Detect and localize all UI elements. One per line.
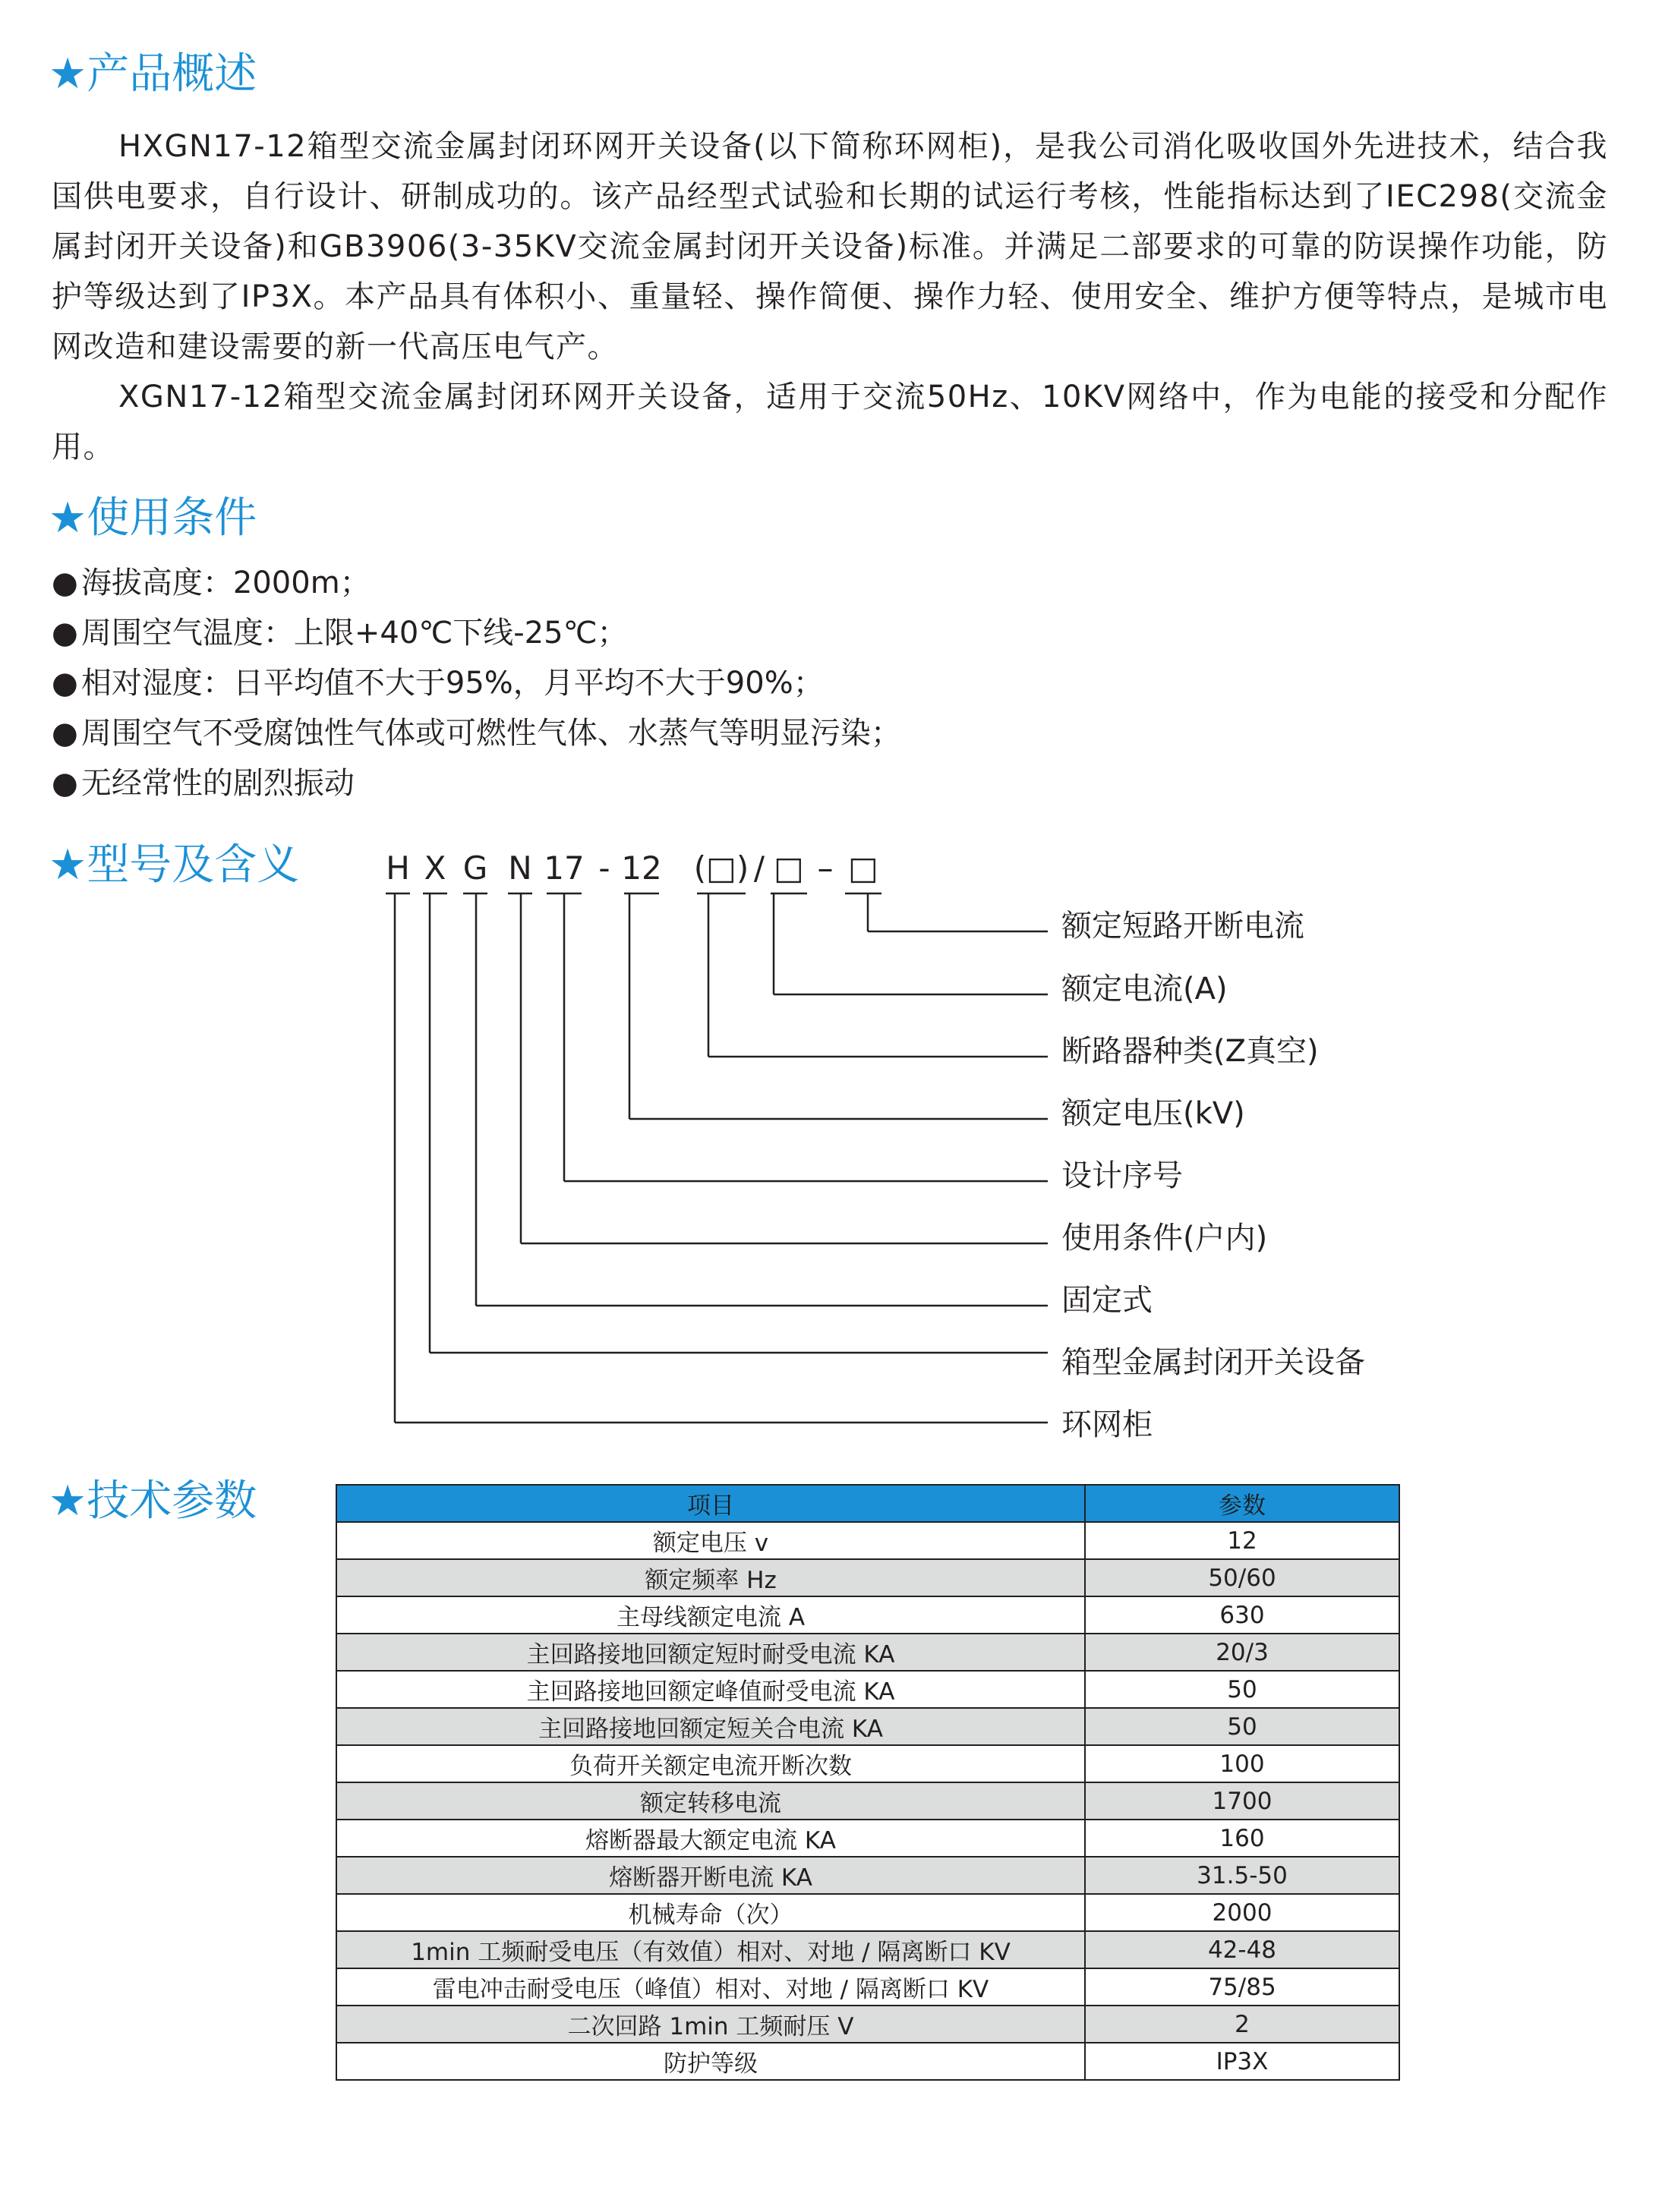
overview-paragraph-2: XGN17-12箱型交流金属封闭环网开关设备，适用于交流50Hz、10KV网络中，作为电能的接受和分配作用。 [52,380,1608,465]
meaning-rated-current: 额定电流(A) [1061,972,1228,1007]
meaning-breaking-current: 额定短路开断电流 [1061,909,1304,944]
table-row [336,1745,1399,1782]
bullet-dot-icon: ● [52,616,78,651]
table-row [336,1522,1399,1559]
table-header-row [336,1485,1399,1522]
table-cell-value: 630 [1085,1596,1399,1634]
list-item: ● 无经常性的剧烈振动 [52,766,355,801]
connector-box-type [430,893,1048,1353]
table-cell-value: 31.5-50 [1085,1857,1399,1894]
table-cell-item: 主回路接地回额定短关合电流 KA [336,1708,1085,1745]
table-cell-item: 熔断器开断电流 KA [336,1857,1085,1894]
table-cell-value: 50/60 [1085,1559,1399,1596]
table-row [336,1931,1399,1968]
heading-overview: ★产品概述 [49,49,257,99]
heading-specs: ★技术参数 [49,1476,257,1526]
table-cell-value: 160 [1085,1820,1399,1857]
code-part-17: 17 [544,849,585,887]
table-row [336,2006,1399,2043]
table-cell-value: 100 [1085,1745,1399,1782]
table-cell-item: 额定电压 v [336,1522,1085,1559]
list-item: ● 海拔高度：2000m； [52,566,371,600]
code-part-N: N [508,849,532,887]
table-cell-item: 额定频率 Hz [336,1559,1085,1596]
table-cell-value: 12 [1085,1522,1399,1559]
code-part-breaking-current: □ [848,849,878,887]
code-part-X: X [424,849,446,887]
table-cell-value: IP3X [1085,2043,1399,2080]
meaning-breaker-type: 断路器种类(Z真空) [1061,1034,1319,1069]
bullet-dot-icon: ● [52,766,78,801]
table-row [336,1708,1399,1745]
bullet-dot-icon: ● [52,566,78,600]
table-row [336,1968,1399,2006]
connector-breaking-current [868,893,1048,931]
meaning-ring-unit: 环网柜 [1061,1407,1153,1442]
overview-paragraph-1: HXGN17-12箱型交流金属封闭环网开关设备(以下简称环网柜)，是我公司消化吸收国外先进技术，结合我国供电要求，自行设计、研制成功的。该产品经型式试验和长期的试运行考核，性能指标达到了IEC298(交流金属封闭开关设备)和GB3906(3-35KV交流金属封闭开关设备)标准。并满足二部要求的可靠的防误操作功能，防护等级达到了IP3X。本产品具有体积小、重量轻、操作简便、操作力轻、使用安全、维护方便等特点，是城市电网改造和建设需要的新一代高压电气产。 [52,129,1608,364]
table-cell-item: 雷电冲击耐受电压（峰值）相对、对地 / 隔离断口 KV [336,1968,1085,2006]
table-cell-item: 主回路接地回额定短时耐受电流 KA [336,1634,1085,1671]
table-cell-item: 负荷开关额定电流开断次数 [336,1745,1085,1782]
table-cell-item: 二次回路 1min 工频耐压 V [336,2006,1085,2043]
code-part-current: □ [774,849,804,887]
table-row [336,1894,1399,1931]
table-row [336,1559,1399,1596]
code-part-dash-2: – [817,849,834,887]
table-row [336,1671,1399,1708]
connector-usage [521,893,1048,1243]
table-cell-item: 防护等级 [336,2043,1085,2080]
table-cell-value: 50 [1085,1708,1399,1745]
table-cell-item: 额定转移电流 [336,1782,1085,1820]
table-row [336,1857,1399,1894]
bullet-dot-icon: ● [52,666,78,701]
table-cell-item: 熔断器最大额定电流 KA [336,1820,1085,1857]
meaning-box-type: 箱型金属封闭开关设备 [1061,1345,1365,1380]
list-item: ● 相对湿度：日平均值不大于95%，月平均不大于90%； [52,666,824,701]
code-part-dash: - [598,849,610,887]
code-part-12: 12 [621,849,662,887]
table-row [336,1596,1399,1634]
list-item: ● 周围空气不受腐蚀性气体或可燃性气体、水蒸气等明显污染； [52,716,901,751]
heading-model: ★型号及含义 [49,840,300,890]
code-part-breaker-type: (□) [693,849,749,887]
connector-ring-unit [395,893,1048,1423]
table-row [336,1634,1399,1671]
table-cell-item: 主母线额定电流 A [336,1596,1085,1634]
table-cell-value: 42-48 [1085,1931,1399,1968]
table-cell-item: 1min 工频耐受电压（有效值）相对、对地 / 隔离断口 KV [336,1931,1085,1968]
meaning-rated-voltage: 额定电压(kV) [1061,1096,1245,1131]
table-cell-value: 1700 [1085,1782,1399,1820]
table-row [336,2043,1399,2080]
table-cell-item: 机械寿命（次） [336,1894,1085,1931]
code-part-H: H [386,849,410,887]
connector-rated-voltage [629,893,1048,1119]
meaning-fixed-type: 固定式 [1061,1283,1153,1318]
table-cell-item: 主回路接地回额定峰值耐受电流 KA [336,1671,1085,1708]
table-row [336,1782,1399,1820]
table-cell-value: 2000 [1085,1894,1399,1931]
heading-conditions: ★使用条件 [49,493,257,543]
spec-table [336,1484,1400,2081]
meaning-usage-condition: 使用条件(户内) [1061,1221,1268,1256]
table-cell-value: 75/85 [1085,1968,1399,2006]
code-part-G: G [462,849,488,887]
bullet-dot-icon: ● [52,716,78,751]
table-cell-value: 2 [1085,2006,1399,2043]
connector-current [774,893,1048,994]
column-header-item: 项目 [336,1485,1085,1522]
list-item: ● 周围空气温度：上限+40℃下线-25℃； [52,616,628,651]
column-header-value: 参数 [1085,1485,1399,1522]
connector-design-number [564,893,1048,1181]
code-part-slash: / [753,849,765,887]
table-cell-value: 20/3 [1085,1634,1399,1671]
connector-breaker-type [708,893,1048,1057]
table-cell-value: 50 [1085,1671,1399,1708]
table-row [336,1820,1399,1857]
meaning-design-number: 设计序号 [1061,1158,1183,1193]
